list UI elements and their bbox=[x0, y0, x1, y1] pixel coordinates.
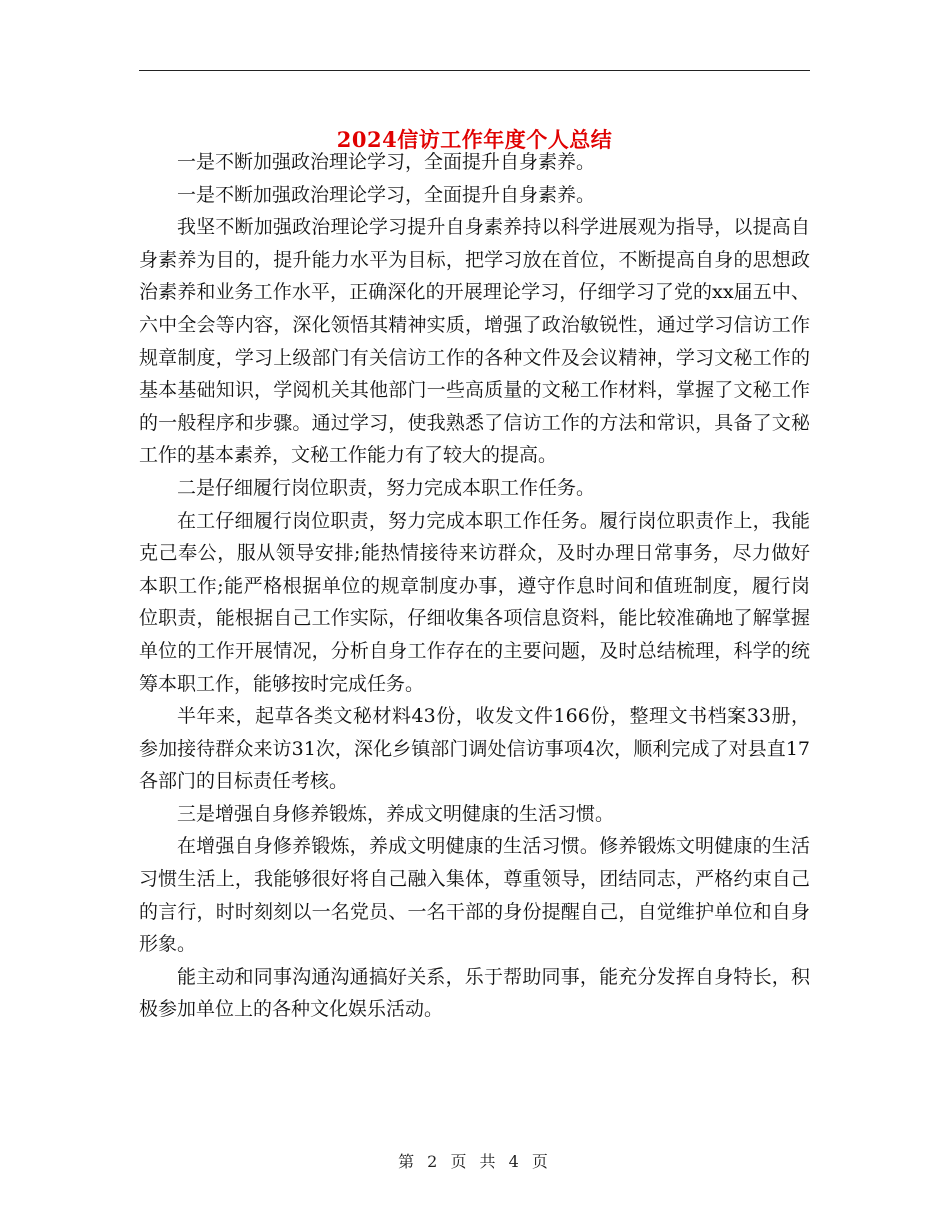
paragraph-8: 在增强自身修养锻炼，养成文明健康的生活习惯。修养锻炼文明健康的生活习惯生活上，我能够很好将自己融入集体，尊重领导，团结同志，严格约束自己的言行，时时刻刻以一名党员、一名干部的身份提醒自己，自觉维护单位和自身形象。 bbox=[139, 835, 810, 956]
document-title: 2024信访工作年度个人总结 bbox=[336, 127, 613, 153]
paragraph-5: 在工仔细履行岗位职责，努力完成本职工作任务。履行岗位职责作上，我能克己奉公，服从领导安排;能热情接待来访群众，及时办理日常事务，尽力做好本职工作;能严格根据单位的规章制度办事，遵守作息时间和值班制度，履行岗位职责，能根据自己工作实际，仔细收集各项信息资料，能比较准确地了解掌握单位的工作开展情况，分析自身工作存在的主要问题，及时总结梳理，科学的统筹本职工作，能够按时完成任务。 bbox=[139, 509, 810, 695]
header-rule bbox=[139, 70, 810, 71]
paragraph-2: 一是不断加强政治理论学习，全面提升自身素养。 bbox=[177, 183, 596, 206]
paragraph-3: 我坚不断加强政治理论学习提升自身素养持以科学进展观为指导，以提高自身素养为目的，提升能力水平为目标，把学习放在首位，不断提高自身的思想政治素养和业务工作水平，正确深化的开展理论学习，仔细学习了党的xx届五中、六中全会等内容，深化领悟其精神实质，增强了政治敏锐性，通过学习信访工作规章制度，学习上级部门有关信访工作的各种文件及会议精神，学习文秘工作的基本基础知识，学阅机关其他部门一些高质量的文秘工作材料，掌握了文秘工作的一般程序和步骤。通过学习，使我熟悉了信访工作的方法和常识，具备了文秘工作的基本素养，文秘工作能力有了较大的提高。 bbox=[139, 216, 810, 467]
paragraph-6: 半年来，起草各类文秘材料43份，收发文件166份，整理文书档案33册，参加接待群众来访31次，深化乡镇部门调处信访事项4次，顺利完成了对县直17各部门的目标责任考核。 bbox=[139, 705, 810, 793]
paragraph-1: 一是不断加强政治理论学习，全面提升自身素养。 bbox=[177, 151, 596, 173]
paragraph-4: 二是仔细履行岗位职责，努力完成本职工作任务。 bbox=[177, 476, 596, 499]
page-number-footer: 第 2 页 共 4 页 bbox=[398, 1152, 552, 1171]
paragraph-9: 能主动和同事沟通沟通搞好关系，乐于帮助同事，能充分发挥自身特长，积极参加单位上的各种文化娱乐活动。 bbox=[139, 965, 810, 1021]
document-body bbox=[139, 146, 810, 1026]
paragraph-7: 三是增强自身修养锻炼，养成文明健康的生活习惯。 bbox=[177, 802, 615, 825]
